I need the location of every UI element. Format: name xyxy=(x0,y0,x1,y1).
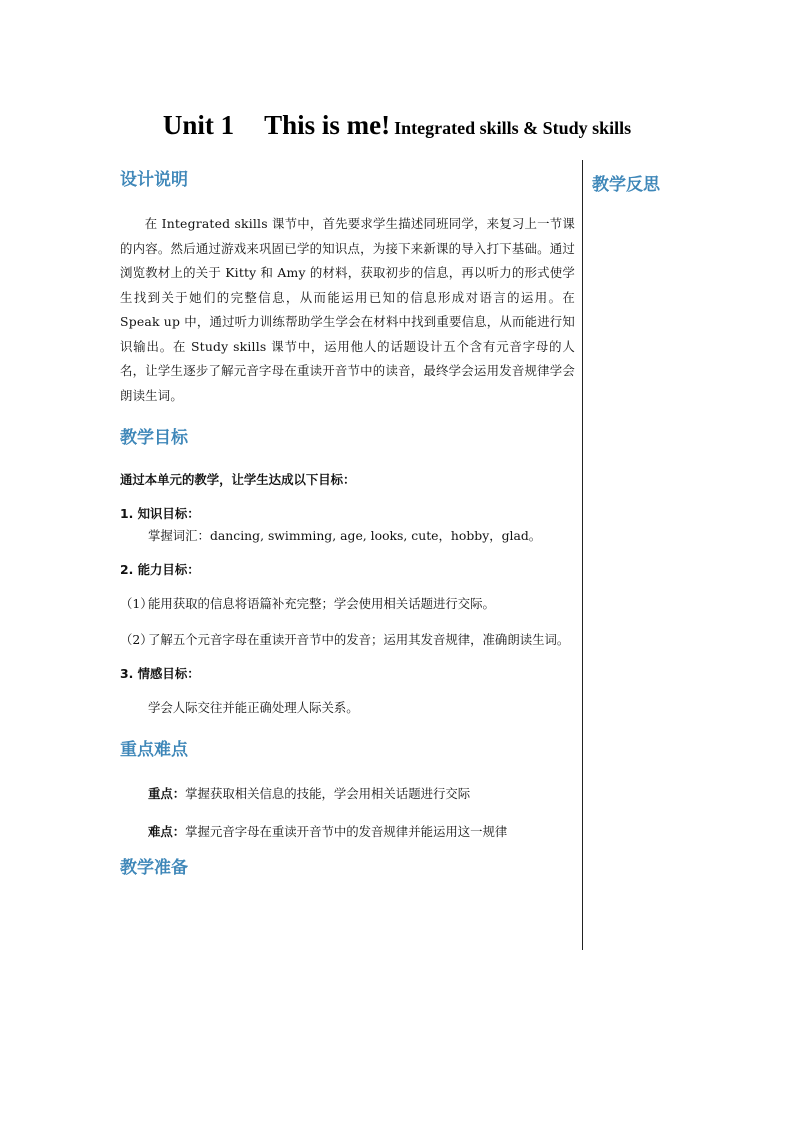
objectives-heading: 教学目标 xyxy=(120,428,188,448)
difficulty-label: 难点： xyxy=(148,824,186,839)
knowledge-goal-text: 掌握词汇：dancing, swimming, age, looks, cute，hobby，glad。 xyxy=(148,528,542,543)
ability-goal-item-label: （1） xyxy=(120,596,153,611)
column-divider xyxy=(582,160,583,950)
key-points-heading: 重点难点 xyxy=(120,740,188,760)
key-point-label: 重点： xyxy=(148,786,186,801)
difficulty-line xyxy=(120,820,575,844)
title-main: This is me! xyxy=(264,110,391,140)
title-sub: Integrated skills & Study skills xyxy=(394,118,632,138)
document-title xyxy=(0,110,794,141)
knowledge-goal-title: 1. 知识目标： xyxy=(120,506,200,521)
ability-goal-item xyxy=(120,628,575,652)
ability-goal-item-label: （2） xyxy=(120,632,153,647)
design-paragraph: 在 Integrated skills 课节中，首先要求学生描述同班同学，来复习上一节课的内容。然后通过游戏来巩固已学的知识点，为接下来新课的导入打下基础。通过浏览教材上的关于 Kitty 和 Amy 的材料，获取初步的信息，再以听力的形式使学生找到关于她们的完整信息，从而能运用已知的信息形成对语言的运用。在 Speak up 中，通过听力训练帮助学生学会在材料中找到重要信息，从而能进行知识输出。在 Study skills 课节中，运用他人的话题设计五个含有元音字母的人名，让学生逐步了解元音字母在重读开音节中的读音，最终学会运用发音规律学会朗读生词。 xyxy=(120,216,575,403)
ability-goal-item xyxy=(120,592,575,616)
design-heading: 设计说明 xyxy=(120,170,188,190)
main-column xyxy=(120,168,575,880)
preparation-heading: 教学准备 xyxy=(120,858,188,878)
ability-goal-item-text: 能用获取的信息将语篇补充完整；学会使用相关话题进行交际。 xyxy=(148,596,495,611)
emotion-goal-text: 学会人际交往并能正确处理人际关系。 xyxy=(148,700,359,715)
reflection-heading: 教学反思 xyxy=(592,175,660,195)
key-point-text: 掌握获取相关信息的技能，学会用相关话题进行交际 xyxy=(185,786,471,801)
ability-goal-item-text: 了解五个元音字母在重读开音节中的发音；运用其发音规律，准确朗读生词。 xyxy=(148,632,570,647)
emotion-goal-title: 3. 情感目标： xyxy=(120,666,200,681)
ability-goal-title: 2. 能力目标： xyxy=(120,562,200,577)
objectives-intro: 通过本单元的教学，让学生达成以下目标： xyxy=(120,472,356,487)
difficulty-text: 掌握元音字母在重读开音节中的发音规律并能运用这一规律 xyxy=(185,824,508,839)
title-unit: Unit 1 xyxy=(162,110,235,140)
key-point-line xyxy=(120,782,575,806)
